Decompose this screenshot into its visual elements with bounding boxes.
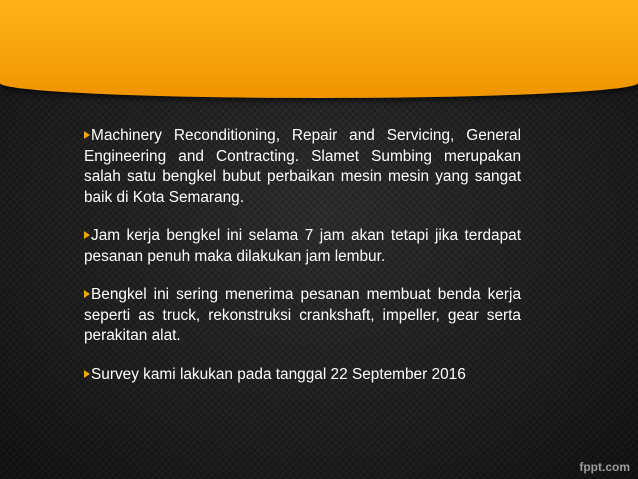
bullet-item (84, 365, 521, 386)
watermark: fppt.com (579, 460, 630, 474)
bullet-item (84, 126, 521, 208)
slide-body (84, 126, 521, 403)
bullet-item (84, 226, 521, 267)
triangle-right-icon (84, 290, 90, 298)
bullet-text: Machinery Reconditioning, Repair and Servicing, General Engineering and Contracting. Slamet Sumbing merupakan salah satu bengkel bubut perbaikan mesin mesin yang sangat baik di Kota Semarang. (84, 127, 521, 206)
bullet-text: Survey kami lakukan pada tanggal 22 September 2016 (91, 365, 466, 383)
bullet-text: Jam kerja bengkel ini selama 7 jam akan tetapi jika terdapat pesanan penuh maka dilakukan jam lembur. (84, 227, 521, 265)
bullet-item (84, 285, 521, 347)
triangle-right-icon (84, 231, 90, 239)
header-band (0, 0, 638, 98)
triangle-right-icon (84, 131, 90, 139)
bullet-text: Bengkel ini sering menerima pesanan membuat benda kerja seperti as truck, rekonstruksi crankshaft, impeller, gear serta perakitan alat. (84, 286, 521, 344)
triangle-right-icon (84, 370, 90, 378)
